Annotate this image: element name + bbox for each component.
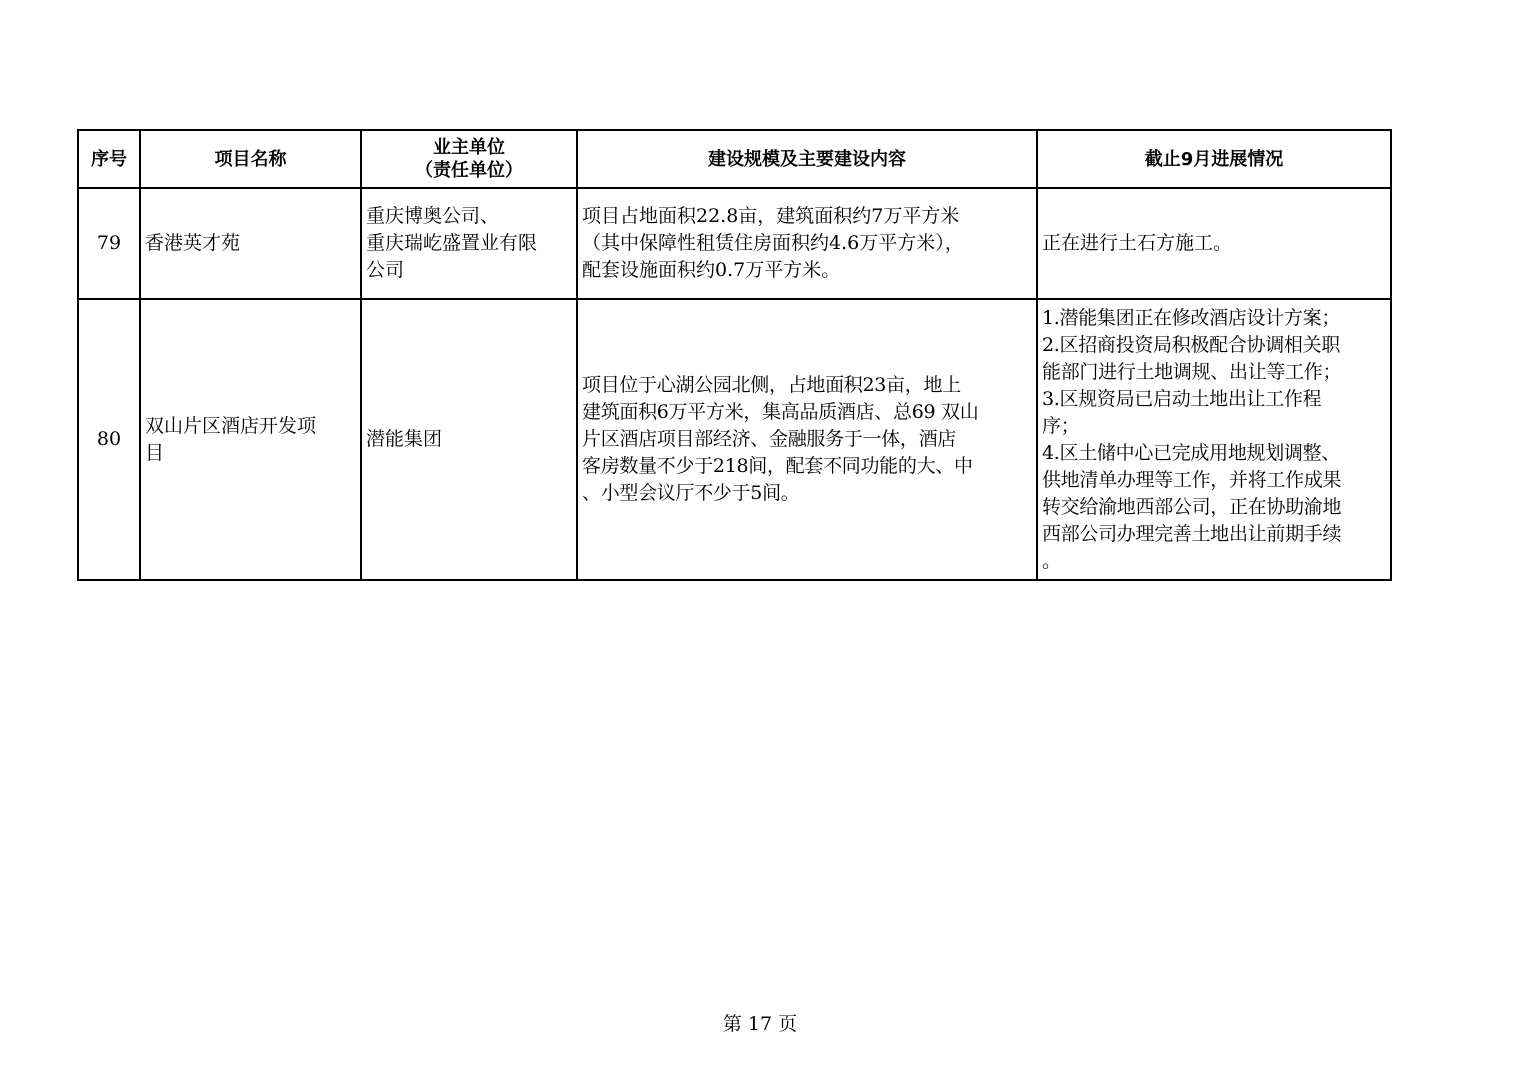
row-seq: 79 [78, 188, 140, 299]
owner-line: 公司 [366, 259, 405, 281]
page-footer [0, 1009, 1520, 1036]
row-progress [1037, 299, 1391, 580]
page-number: 17 [747, 1013, 773, 1035]
header-owner [361, 130, 577, 188]
owner-line: 重庆瑞屹盛置业有限 [366, 232, 538, 254]
name-line: 香港英才苑 [145, 232, 241, 254]
header-project-name: 项目名称 [140, 130, 361, 188]
owner-line: 重庆博奥公司、 [366, 205, 500, 227]
content-line: 、小型会议厅不少于5间。 [582, 482, 800, 504]
content-line: 客房数量不少于218间，配套不同功能的大、中 [582, 455, 973, 477]
header-owner-line1: 业主单位 [433, 137, 505, 158]
row-seq: 80 [78, 299, 140, 580]
progress-line: 能部门进行土地调规、出让等工作； [1042, 360, 1342, 383]
header-owner-line2: （责任单位） [415, 160, 523, 181]
progress-line: 3.区规资局已启动土地出让工作程 [1042, 387, 1322, 410]
project-table [77, 129, 1392, 581]
row-project-name [140, 188, 361, 299]
content-line: 片区酒店项目部经济、金融服务于一体，酒店 [582, 428, 957, 450]
row-content [577, 299, 1037, 580]
table-row [78, 188, 1391, 299]
content-line: 项目位于心湖公园北侧，占地面积23亩，地上 [582, 374, 961, 396]
footer-suffix: 页 [778, 1013, 798, 1035]
header-content: 建设规模及主要建设内容 [577, 130, 1037, 188]
content-line: 建筑面积6万平方米，集高品质酒店、总69 双山 [582, 401, 979, 423]
owner-line: 潜能集团 [366, 428, 443, 450]
footer-prefix: 第 [722, 1013, 742, 1035]
content-line: 项目占地面积22.8亩，建筑面积约7万平方米 [582, 205, 960, 227]
row-progress [1037, 188, 1391, 299]
header-seq: 序号 [78, 130, 140, 188]
name-line: 双山片区酒店开发项 [145, 414, 317, 437]
header-progress: 截止9月进展情况 [1037, 130, 1391, 188]
progress-line: 1.潜能集团正在修改酒店设计方案； [1042, 306, 1341, 329]
table-row [78, 299, 1391, 580]
name-line: 目 [145, 441, 165, 464]
table-header-row [78, 130, 1391, 188]
progress-line: 2.区招商投资局积极配合协调相关职 [1042, 333, 1341, 356]
content-line: 配套设施面积约0.7万平方米。 [582, 259, 841, 281]
progress-line: 4.区土储中心已完成用地规划调整、 [1042, 441, 1341, 464]
progress-line: 西部公司办理完善土地出让前期手续 [1042, 522, 1342, 545]
progress-line: 供地清单办理等工作，并将工作成果 [1042, 468, 1342, 491]
progress-line: 正在进行土石方施工。 [1042, 232, 1233, 254]
row-project-name [140, 299, 361, 580]
progress-line: 序； [1042, 414, 1080, 437]
row-content [577, 188, 1037, 299]
row-owner [361, 299, 577, 580]
row-owner [361, 188, 577, 299]
progress-line: 。 [1042, 549, 1061, 572]
progress-line: 转交给渝地西部公司，正在协助渝地 [1042, 495, 1342, 518]
content-line: （其中保障性租赁住房面积约4.6万平方米）， [582, 232, 964, 254]
